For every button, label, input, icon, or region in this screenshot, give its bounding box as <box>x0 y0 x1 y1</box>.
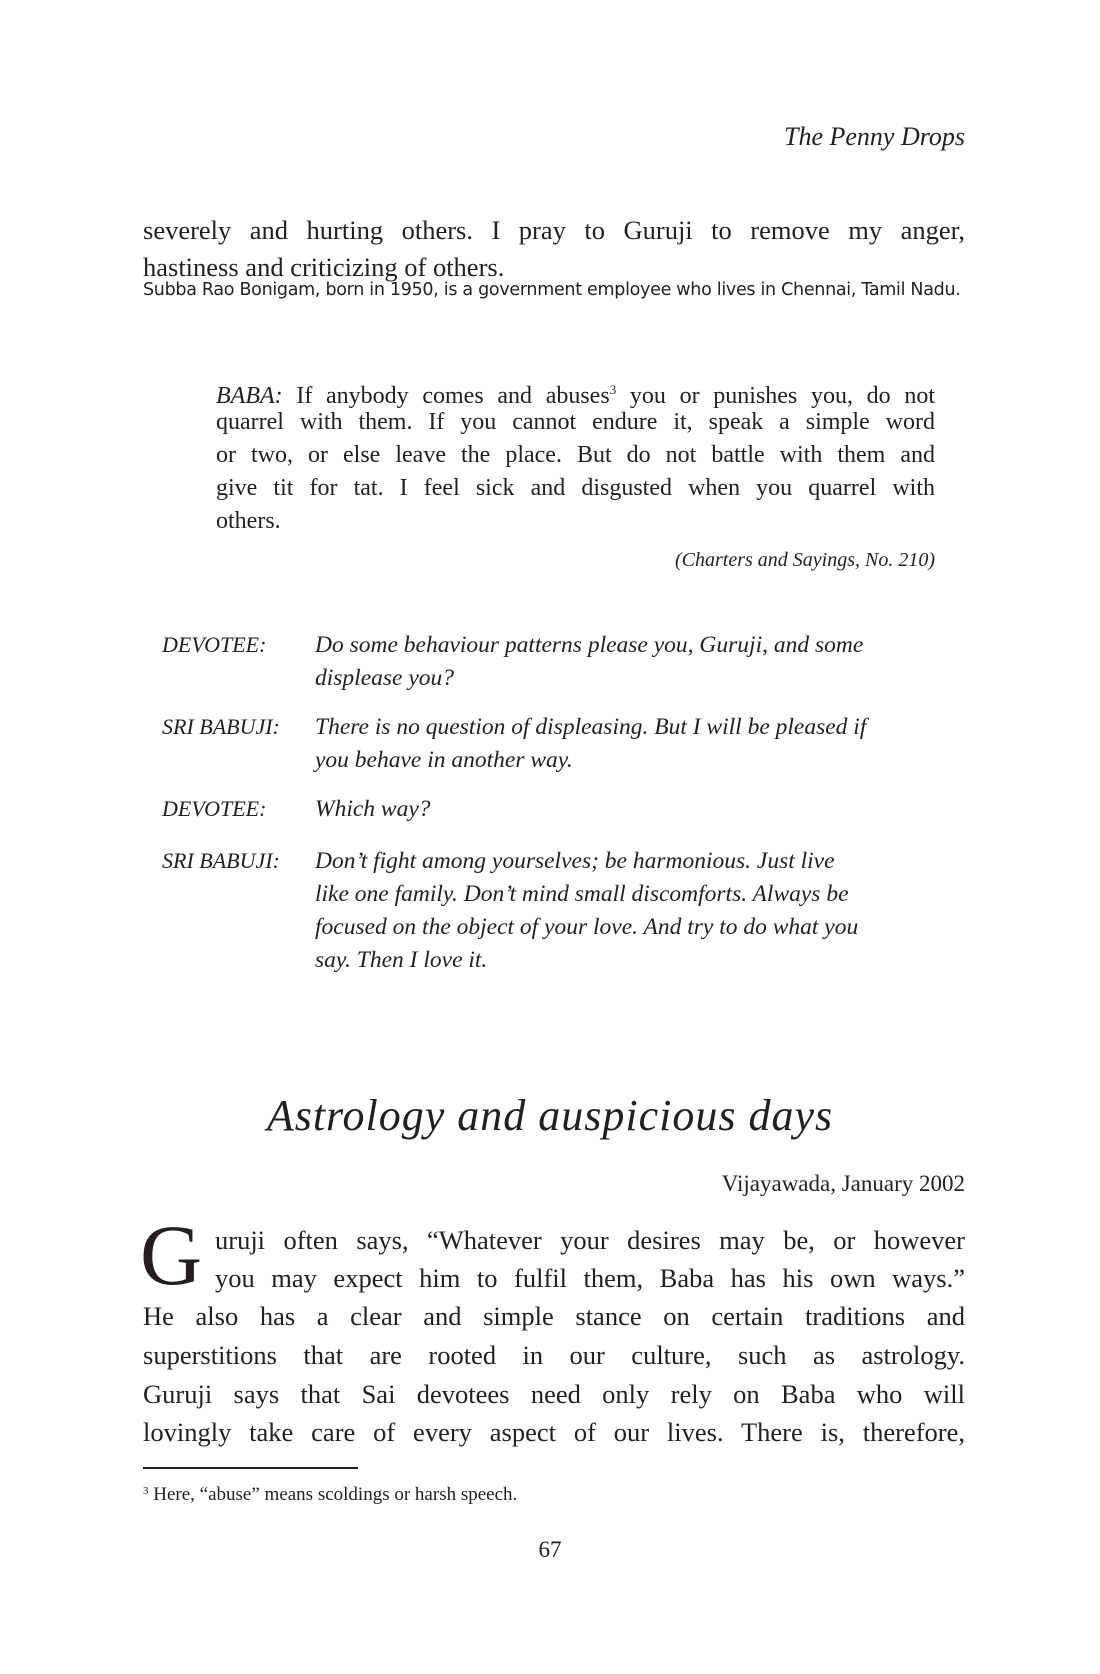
baba-quote-line: quarrel with them. If you cannot endure it, speak a simple word <box>216 409 935 435</box>
dialogue-line: focused on the object of your love. And try to do what you <box>315 914 859 940</box>
drop-cap: G <box>140 1207 203 1303</box>
body-line: severely and hurting others. I pray to Guruji to remove my anger, <box>143 215 965 245</box>
footnote-text: Here, “abuse” means scoldings or harsh speech. <box>148 1484 518 1505</box>
dialogue-speaker: DEVOTEE: <box>162 796 267 821</box>
body-line: superstitions that are rooted in our culture, such as astrology. <box>143 1340 965 1370</box>
footnote-mark: 3 <box>143 1485 149 1497</box>
body-line: lovingly take care of every aspect of our lives. There is, therefore, <box>143 1417 965 1447</box>
dialogue-line: Don’t fight among yourselves; be harmonious. Just live <box>315 848 835 874</box>
dialogue-line: Do some behaviour patterns please you, Guruji, and some <box>315 632 864 658</box>
section-title: Astrology and auspicious days <box>266 1091 834 1140</box>
body-line: uruji often says, “Whatever your desires may be, or however <box>215 1225 965 1255</box>
quote-text: If anybody comes and abuses <box>282 383 610 409</box>
body-line: you may expect him to fulfil them, Baba has his own ways.” <box>215 1263 965 1293</box>
body-line: hastiness and criticizing of others. <box>143 252 505 282</box>
dialogue-line: you behave in another way. <box>315 747 573 773</box>
dialogue-speaker: SRI BABUJI: <box>162 848 280 873</box>
dialogue-line: say. Then I love it. <box>315 947 488 973</box>
dialogue-line: displease you? <box>315 665 455 691</box>
dialogue-line: like one family. Don’t mind small discomforts. Always be <box>315 881 849 907</box>
quote-text: you or punishes you, do not <box>616 383 935 409</box>
dialogue-speaker: SRI BABUJI: <box>162 714 280 739</box>
baba-quote-line: or two, or else leave the place. But do not battle with them and <box>216 442 935 468</box>
baba-quote-line: give tit for tat. I feel sick and disgusted when you quarrel with <box>216 475 935 501</box>
quote-citation: (Charters and Sayings, No. 210) <box>675 549 935 571</box>
body-line: He also has a clear and simple stance on certain traditions and <box>143 1301 965 1331</box>
quote-speaker: BABA: <box>216 383 283 409</box>
footnote <box>143 1484 517 1506</box>
baba-quote-line: others. <box>216 508 281 534</box>
dialogue-line: There is no question of displeasing. But I will be pleased if <box>315 714 867 740</box>
dateline: Vijayawada, January 2002 <box>721 1171 965 1196</box>
running-head: The Penny Drops <box>783 122 965 151</box>
dialogue-line: Which way? <box>315 796 431 822</box>
contributor-bio: Subba Rao Bonigam, born in 1950, is a government employee who lives in Chennai, Tamil Nadu. <box>143 280 961 300</box>
footnote-separator <box>143 1467 358 1469</box>
dialogue-speaker: DEVOTEE: <box>162 632 267 657</box>
body-line: Guruji says that Sai devotees need only rely on Baba who will <box>143 1379 965 1409</box>
page-number: 67 <box>538 1537 562 1562</box>
footnote-reference[interactable]: 3 <box>609 382 617 397</box>
